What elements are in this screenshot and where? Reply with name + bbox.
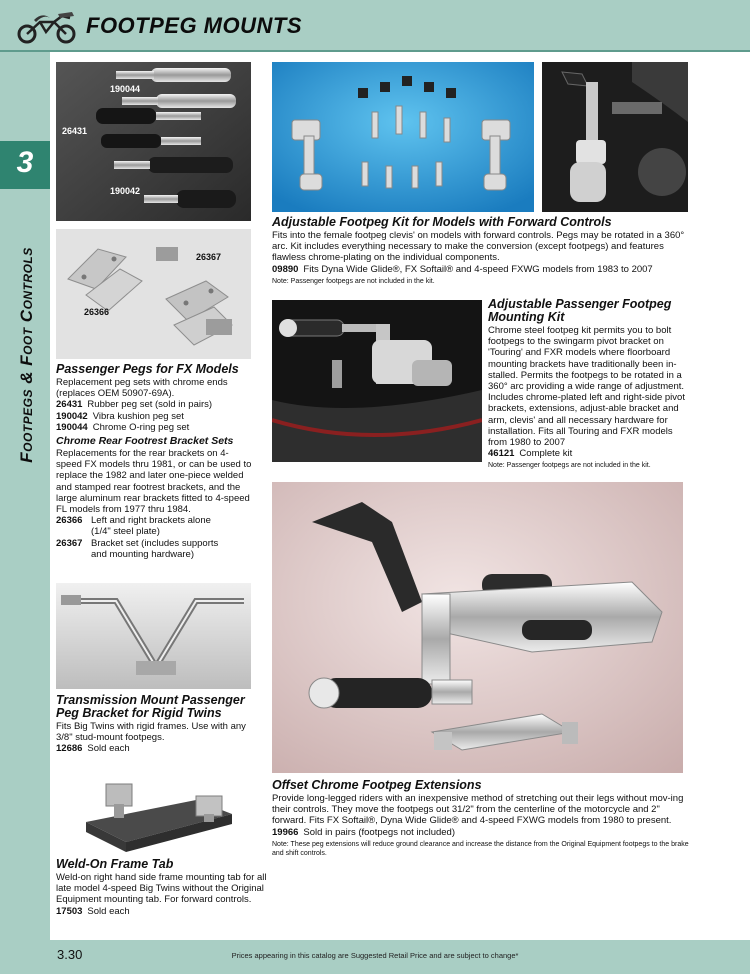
list-item [56, 538, 252, 560]
sku-19966: 19966 [272, 826, 299, 838]
footer-price-note: Prices appearing in this catalog are Suggested Retail Price and are subject to change* [231, 951, 519, 960]
page-title: FOOTPEG MOUNTS [86, 13, 302, 38]
item-text: Vibra kushion peg set [92, 410, 184, 422]
passenger-pegs-desc: Replacement peg sets with chrome ends (replaces OEM 50907-69A). [56, 377, 228, 400]
sku-190044: 190044 [56, 421, 88, 433]
offset-desc: Provide long-legged riders with an inexpensive method of stretching out their legs without mov-ing their controls. They move the footpegs out 31/2" from the centerline of the motorcycle and 2" forward. Fits FX Softail®, Dyna Wide Glide® and 4-speed FXWG models from 1980 to present. [272, 793, 684, 827]
passenger-pegs-title: Passenger Pegs for FX Models [56, 362, 239, 376]
adjustable-kit-title: Adjustable Footpeg Kit for Models with Forward Controls [272, 215, 612, 229]
adjustable-passenger-desc: Chrome steel footpeg kit permits you to bolt footpegs to the swingarm pivot bracket on 'Touring' and FXR models where floorboard mounting brackets have traditionally been in-stalled. Permits the footpegs to be rotated in a 360° arc providing a wide range of adjustment. Includes chrome-plated left and right-side pivot brackets, extensions, adjust-able bracket and arm, clevis' and all necessary hardware for installation. Fits all Touring and FXR models from 1980 to 2007 [488, 325, 685, 449]
header-rule [0, 50, 750, 52]
photo-kit-installed [542, 62, 688, 212]
section-adjustable-passenger [488, 298, 692, 470]
section-offset-extensions [272, 779, 690, 858]
item-text-2: (1/4" steel plate) [91, 526, 160, 538]
transmission-title: Transmission Mount Passenger Peg Bracket for Rigid Twins [56, 693, 245, 720]
adjustable-passenger-note: Note: Passenger footpegs are not included in the kit. [488, 462, 651, 470]
chrome-rear-desc: Replacements for the rear brackets on 4-speed FX models thru 1981, or can be used to replace the 1982 and later one-piece welded and stamped rear footrest brackets, and the large aluminum rear brackets fitted to 4-speed FL models from 1977 thru 1984. [56, 448, 252, 516]
item-text: Sold each [87, 905, 130, 917]
list-item [272, 827, 690, 838]
weld-on-desc: Weld-on right hand side frame mounting tab for all late model 4-speed Big Twins without the Original Equipment mounting tab. For forward controls. [56, 872, 267, 906]
list-item [56, 422, 252, 433]
item-text: Sold each [87, 743, 130, 755]
sku-17503: 17503 [56, 905, 83, 917]
photo-label-26431: 26431 [62, 126, 88, 136]
photo-rear-brackets [56, 229, 251, 359]
item-text: Fits Dyna Wide Glide®, FX Softail® and 4-speed FXWG models from 1983 to 2007 [303, 263, 653, 275]
sku-26367: 26367 [56, 537, 83, 549]
list-item [56, 411, 252, 422]
photo-adjustable-kit [272, 62, 534, 212]
photo-weld-on-tab [56, 770, 251, 858]
section-label: Footpegs & Foot Controls [17, 247, 36, 463]
adjustable-kit-desc: Fits into the female footpeg clevis' on models with forward controls. Pegs may be rotated in a 360° arc. Kit includes everything necessary to make the conversion (except footpegs) and features flawless chrome-plating on the individual components. [272, 230, 685, 264]
item-text: Complete kit [519, 448, 573, 460]
list-item [56, 743, 252, 754]
item-text-2: and mounting hardware) [91, 548, 194, 560]
photo-label-26367: 26367 [196, 252, 222, 262]
photo-passenger-pegs [56, 62, 251, 221]
sku-190042: 190042 [56, 410, 88, 422]
offset-note: Note: These peg extensions will reduce ground clearance and increase the distance from the Original Equipment footpegs to the brake and shift controls. [272, 840, 689, 857]
list-item [56, 906, 276, 917]
transmission-desc: Fits Big Twins with rigid frames. Use with any 3/8" stud-mount footpegs. [56, 721, 246, 744]
photo-label-190042: 190042 [110, 186, 141, 196]
section-passenger-pegs [56, 363, 252, 560]
item-text: Chrome O-ring peg set [92, 421, 190, 433]
photo-passenger-mounting-kit [272, 300, 482, 462]
list-item [272, 264, 692, 275]
page-number: 3.30 [57, 947, 83, 962]
offset-title: Offset Chrome Footpeg Extensions [272, 778, 482, 792]
sku-26366: 26366 [56, 515, 83, 527]
chapter-number: 3 [16, 146, 34, 179]
item-text: Sold in pairs (footpegs not included) [303, 826, 455, 838]
list-item [56, 515, 252, 537]
list-item [56, 399, 252, 410]
section-transmission-mount [56, 694, 252, 755]
sku-46121: 46121 [488, 448, 515, 460]
photo-offset-extensions [272, 482, 683, 773]
sku-12686: 12686 [56, 743, 83, 755]
chrome-rear-title: Chrome Rear Footrest Bracket Sets [56, 435, 234, 448]
section-adjustable-kit [272, 216, 692, 286]
adjustable-kit-note: Note: Passenger footpegs are not included in the kit. [272, 277, 435, 285]
list-item [488, 448, 692, 459]
weld-on-title: Weld-On Frame Tab [56, 857, 174, 871]
photo-label-190044: 190044 [110, 84, 141, 94]
sku-26431: 26431 [56, 399, 83, 411]
item-text: Rubber peg set (sold in pairs) [87, 399, 213, 411]
adjustable-passenger-title: Adjustable Passenger Footpeg Mounting Kit [488, 297, 672, 324]
item-text: Left and right brackets alone [91, 515, 211, 527]
item-text: Bracket set (includes supports [91, 537, 219, 549]
motorcycle-logo-icon [14, 10, 86, 44]
section-weld-on-tab [56, 858, 276, 917]
sku-09890: 09890 [272, 263, 299, 275]
photo-label-26366: 26366 [84, 307, 110, 317]
photo-transmission-bracket [56, 583, 251, 689]
